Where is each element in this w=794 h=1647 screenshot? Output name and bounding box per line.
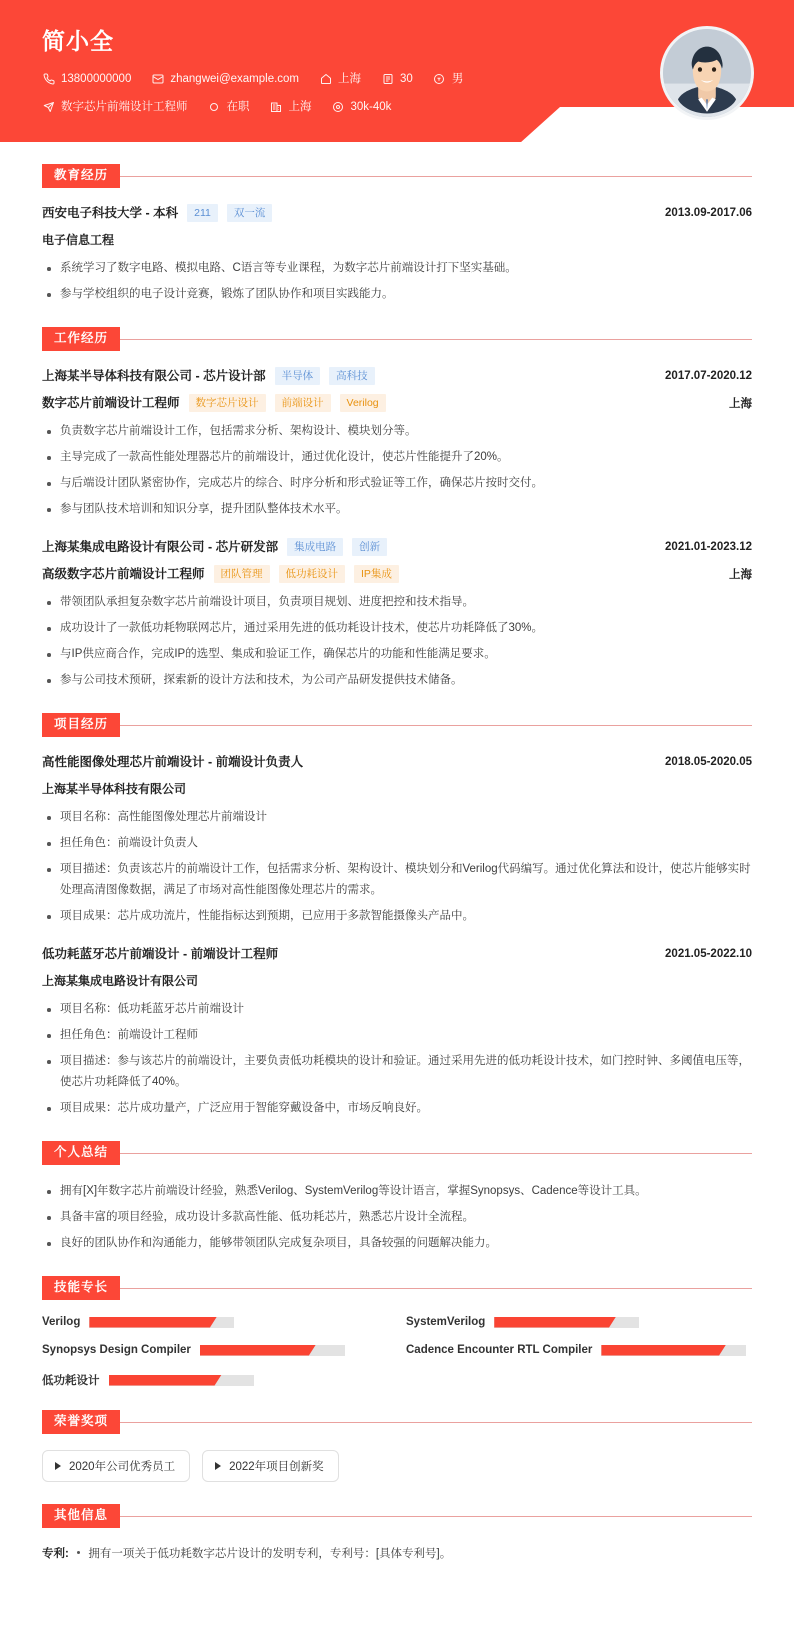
- section-title-honors: 荣誉奖项: [42, 1410, 120, 1434]
- play-triangle-icon: [55, 1462, 61, 1470]
- skill-item: [42, 1372, 388, 1388]
- section-rule: [120, 1153, 752, 1154]
- skill-progress-track: [109, 1375, 254, 1386]
- position-tag: 数字芯片设计: [189, 394, 266, 412]
- project-date: 2018.05-2020.05: [665, 756, 752, 768]
- list-item: 与IP供应商合作，完成IP的选型、集成和验证工作，确保芯片的功能和性能满足要求。: [42, 644, 752, 665]
- section-header-work: [42, 327, 752, 351]
- salary-icon: [332, 101, 345, 114]
- desired-position-value: 数字芯片前端设计工程师: [61, 101, 188, 113]
- company-tag: 集成电路: [287, 538, 343, 556]
- contact-email-value: zhangwei@example.com: [170, 73, 300, 85]
- gender-icon: [433, 73, 446, 86]
- list-item: 项目描述：参与该芯片的前端设计，主要负责低功耗模块的设计和验证。通过采用先进的低功耗设计技术，如门控时钟、多阈值电压等，使芯片功耗降低了40%。: [42, 1051, 752, 1093]
- work-position-left: [42, 565, 399, 583]
- skill-progress-track: [89, 1317, 234, 1328]
- skill-label: Synopsys Design Compiler: [42, 1344, 191, 1356]
- project-company: 上海某半导体科技有限公司: [42, 782, 187, 796]
- phone-icon: [42, 73, 55, 86]
- company-tag: 创新: [352, 538, 387, 556]
- expected-salary: [332, 97, 392, 117]
- section-rule: [120, 1516, 752, 1517]
- company-tag: 高科技: [329, 367, 375, 385]
- work-city: [270, 97, 312, 117]
- section-header-summary: [42, 1141, 752, 1165]
- skill-progress-track: [601, 1345, 746, 1356]
- work-company-left: [42, 538, 387, 556]
- work-entry-company-row: [42, 367, 752, 385]
- work-entry: [42, 538, 752, 691]
- list-item: 担任角色：前端设计负责人: [42, 833, 752, 854]
- education-entry-left: [42, 204, 272, 222]
- job-status-value: 在职: [226, 101, 250, 113]
- company-name: 上海某半导体科技有限公司 - 芯片设计部: [42, 369, 266, 383]
- list-item: 项目成果：芯片成功流片，性能指标达到预期，已应用于多款智能摄像头产品中。: [42, 906, 752, 927]
- position-title: 高级数字芯片前端设计工程师: [42, 567, 205, 581]
- skill-item: [42, 1344, 388, 1356]
- work-position-left: [42, 394, 386, 412]
- contact-city: [319, 69, 361, 89]
- other-info-label: 专利:: [42, 1548, 69, 1560]
- list-item: 主导完成了一款高性能处理器芯片的前端设计，通过优化设计，使芯片性能提升了20%。: [42, 447, 752, 468]
- honor-chip[interactable]: [202, 1450, 339, 1482]
- work-entry-position-row: [42, 394, 752, 412]
- section-title-other: 其他信息: [42, 1504, 120, 1528]
- section-rule: [120, 725, 752, 726]
- list-item: 项目名称：高性能图像处理芯片前端设计: [42, 807, 752, 828]
- work-entry: [42, 367, 752, 520]
- education-entry: [42, 204, 752, 305]
- section-rule: [120, 339, 752, 340]
- section-header-education: [42, 164, 752, 188]
- project-bullets: [42, 807, 752, 927]
- skill-label: Cadence Encounter RTL Compiler: [406, 1344, 593, 1356]
- section-title-work: 工作经历: [42, 327, 120, 351]
- skill-progress-fill: [494, 1317, 616, 1328]
- expected-salary-value: 30k-40k: [350, 101, 392, 113]
- play-triangle-icon: [215, 1462, 221, 1470]
- work-company-left: [42, 367, 375, 385]
- building-icon: [270, 101, 283, 114]
- section-rule: [120, 176, 752, 177]
- contact-age: [381, 69, 413, 89]
- project-date: 2021.05-2022.10: [665, 948, 752, 960]
- position-title: 数字芯片前端设计工程师: [42, 396, 180, 410]
- section-rule: [120, 1422, 752, 1423]
- desired-position: [42, 97, 188, 117]
- section-header-honors: [42, 1410, 752, 1434]
- list-item: 与后端设计团队紧密协作，完成芯片的综合、时序分析和形式验证等工作，确保芯片按时交付。: [42, 473, 752, 494]
- contact-gender: [433, 69, 464, 89]
- position-tag: 低功耗设计: [279, 565, 346, 583]
- honor-chip[interactable]: [42, 1450, 190, 1482]
- contact-email: [151, 69, 299, 89]
- job-status: [208, 97, 250, 117]
- section-header-projects: [42, 713, 752, 737]
- section-title-summary: 个人总结: [42, 1141, 120, 1165]
- section-skills: [42, 1276, 752, 1388]
- school-tag: 双一流: [227, 204, 273, 222]
- resume-body: [0, 164, 794, 1564]
- work-entry-company-row: [42, 538, 752, 556]
- list-item: 系统学习了数字电路、模拟电路、C语言等专业课程，为数字芯片前端设计打下坚实基础。: [42, 258, 752, 279]
- rocket-icon: [42, 101, 55, 114]
- honor-label: 2020年公司优秀员工: [69, 1461, 176, 1473]
- contact-phone-value: 13800000000: [61, 73, 132, 85]
- school-name: 西安电子科技大学 - 本科: [42, 206, 179, 220]
- work-date: 2021.01-2023.12: [665, 541, 752, 553]
- contact-city-value: 上海: [338, 73, 362, 85]
- project-bullets: [42, 999, 752, 1119]
- honors-list: [42, 1450, 752, 1482]
- project-entry: [42, 753, 752, 927]
- work-entry-position-row: [42, 565, 752, 583]
- avatar: [660, 26, 754, 120]
- education-major: 电子信息工程: [42, 233, 115, 247]
- resume-header: [0, 0, 794, 142]
- skill-item: [406, 1316, 752, 1328]
- skill-progress-fill: [200, 1345, 316, 1356]
- skill-progress-track: [200, 1345, 345, 1356]
- section-work: [42, 327, 752, 691]
- work-bullets: [42, 592, 752, 691]
- avatar-photo: [663, 29, 751, 117]
- work-date: 2017.07-2020.12: [665, 370, 752, 382]
- position-tag: Verilog: [340, 394, 386, 412]
- work-bullets: [42, 421, 752, 520]
- education-date: 2013.09-2017.06: [665, 207, 752, 219]
- bullet-dot-icon: [77, 1551, 81, 1555]
- project-entry-header: [42, 753, 752, 771]
- list-item: 具备丰富的项目经验，成功设计多款高性能、低功耗芯片，熟悉芯片设计全流程。: [42, 1207, 752, 1228]
- skill-progress-fill: [109, 1375, 222, 1386]
- skill-label: Verilog: [42, 1316, 81, 1328]
- skill-item: [406, 1344, 752, 1356]
- school-tag: 211: [187, 204, 218, 222]
- project-left: [42, 753, 303, 771]
- id-card-icon: [381, 73, 394, 86]
- honor-label: 2022年项目创新奖: [229, 1461, 324, 1473]
- section-education: [42, 164, 752, 305]
- mail-icon: [151, 73, 164, 86]
- list-item: 项目成果：芯片成功量产，广泛应用于智能穿戴设备中，市场反响良好。: [42, 1098, 752, 1119]
- contact-phone: [42, 69, 131, 89]
- education-bullets: [42, 258, 752, 305]
- project-name: 低功耗蓝牙芯片前端设计 - 前端设计工程师: [42, 947, 279, 961]
- skill-progress-fill: [601, 1345, 726, 1356]
- project-entry: [42, 945, 752, 1119]
- status-icon: [208, 101, 221, 114]
- list-item: 负责数字芯片前端设计工作，包括需求分析、架构设计、模块划分等。: [42, 421, 752, 442]
- section-summary: [42, 1141, 752, 1254]
- company-tag: 半导体: [275, 367, 321, 385]
- section-other: [42, 1504, 752, 1564]
- project-name: 高性能图像处理芯片前端设计 - 前端设计负责人: [42, 755, 304, 769]
- skill-label: 低功耗设计: [42, 1375, 100, 1387]
- position-tag: 团队管理: [214, 565, 270, 583]
- position-tag: 前端设计: [275, 394, 331, 412]
- work-location: 上海: [729, 398, 752, 410]
- contact-gender-value: 男: [451, 73, 464, 85]
- education-entry-header: [42, 204, 752, 222]
- skills-grid: [42, 1316, 752, 1388]
- other-info-row: [42, 1544, 752, 1564]
- section-title-education: 教育经历: [42, 164, 120, 188]
- list-item: 项目名称：低功耗蓝牙芯片前端设计: [42, 999, 752, 1020]
- project-left: [42, 945, 278, 963]
- skill-progress-track: [494, 1317, 639, 1328]
- section-honors: [42, 1410, 752, 1482]
- work-city-value: 上海: [288, 101, 312, 113]
- company-name: 上海某集成电路设计有限公司 - 芯片研发部: [42, 540, 279, 554]
- skill-label: SystemVerilog: [406, 1316, 486, 1328]
- project-entry-header: [42, 945, 752, 963]
- section-projects: [42, 713, 752, 1119]
- skill-item: [42, 1316, 388, 1328]
- list-item: 拥有[X]年数字芯片前端设计经验，熟悉Verilog、SystemVerilog等设计语言，掌握Synopsys、Cadence等设计工具。: [42, 1181, 752, 1202]
- summary-bullets: [42, 1181, 752, 1254]
- list-item: 参与公司技术预研，探索新的设计方法和技术，为公司产品研发提供技术储备。: [42, 670, 752, 691]
- skill-progress-fill: [89, 1317, 217, 1328]
- candidate-name: 简小全: [42, 28, 114, 54]
- section-title-skills: 技能专长: [42, 1276, 120, 1300]
- home-icon: [319, 73, 332, 86]
- list-item: 项目描述：负责该芯片的前端设计工作，包括需求分析、架构设计、模块划分和Verilog代码编写。通过优化算法和设计，使芯片能够实时处理高清图像数据，满足了市场对高性能图像处理芯片的需求。: [42, 859, 752, 901]
- list-item: 担任角色：前端设计工程师: [42, 1025, 752, 1046]
- section-header-other: [42, 1504, 752, 1528]
- other-info-text: 拥有一项关于低功耗数字芯片设计的发明专利，专利号：[具体专利号]。: [88, 1548, 452, 1560]
- position-tag: IP集成: [354, 565, 399, 583]
- list-item: 参与团队技术培训和知识分享，提升团队整体技术水平。: [42, 499, 752, 520]
- list-item: 成功设计了一款低功耗物联网芯片，通过采用先进的低功耗设计技术，使芯片功耗降低了30%。: [42, 618, 752, 639]
- section-title-projects: 项目经历: [42, 713, 120, 737]
- work-location: 上海: [729, 569, 752, 581]
- section-rule: [120, 1288, 752, 1289]
- project-company: 上海某集成电路设计有限公司: [42, 974, 199, 988]
- contact-age-value: 30: [400, 73, 413, 85]
- section-header-skills: [42, 1276, 752, 1300]
- list-item: 带领团队承担复杂数字芯片前端设计项目，负责项目规划、进度把控和技术指导。: [42, 592, 752, 613]
- list-item: 良好的团队协作和沟通能力，能够带领团队完成复杂项目，具备较强的问题解决能力。: [42, 1233, 752, 1254]
- list-item: 参与学校组织的电子设计竞赛，锻炼了团队协作和项目实践能力。: [42, 284, 752, 305]
